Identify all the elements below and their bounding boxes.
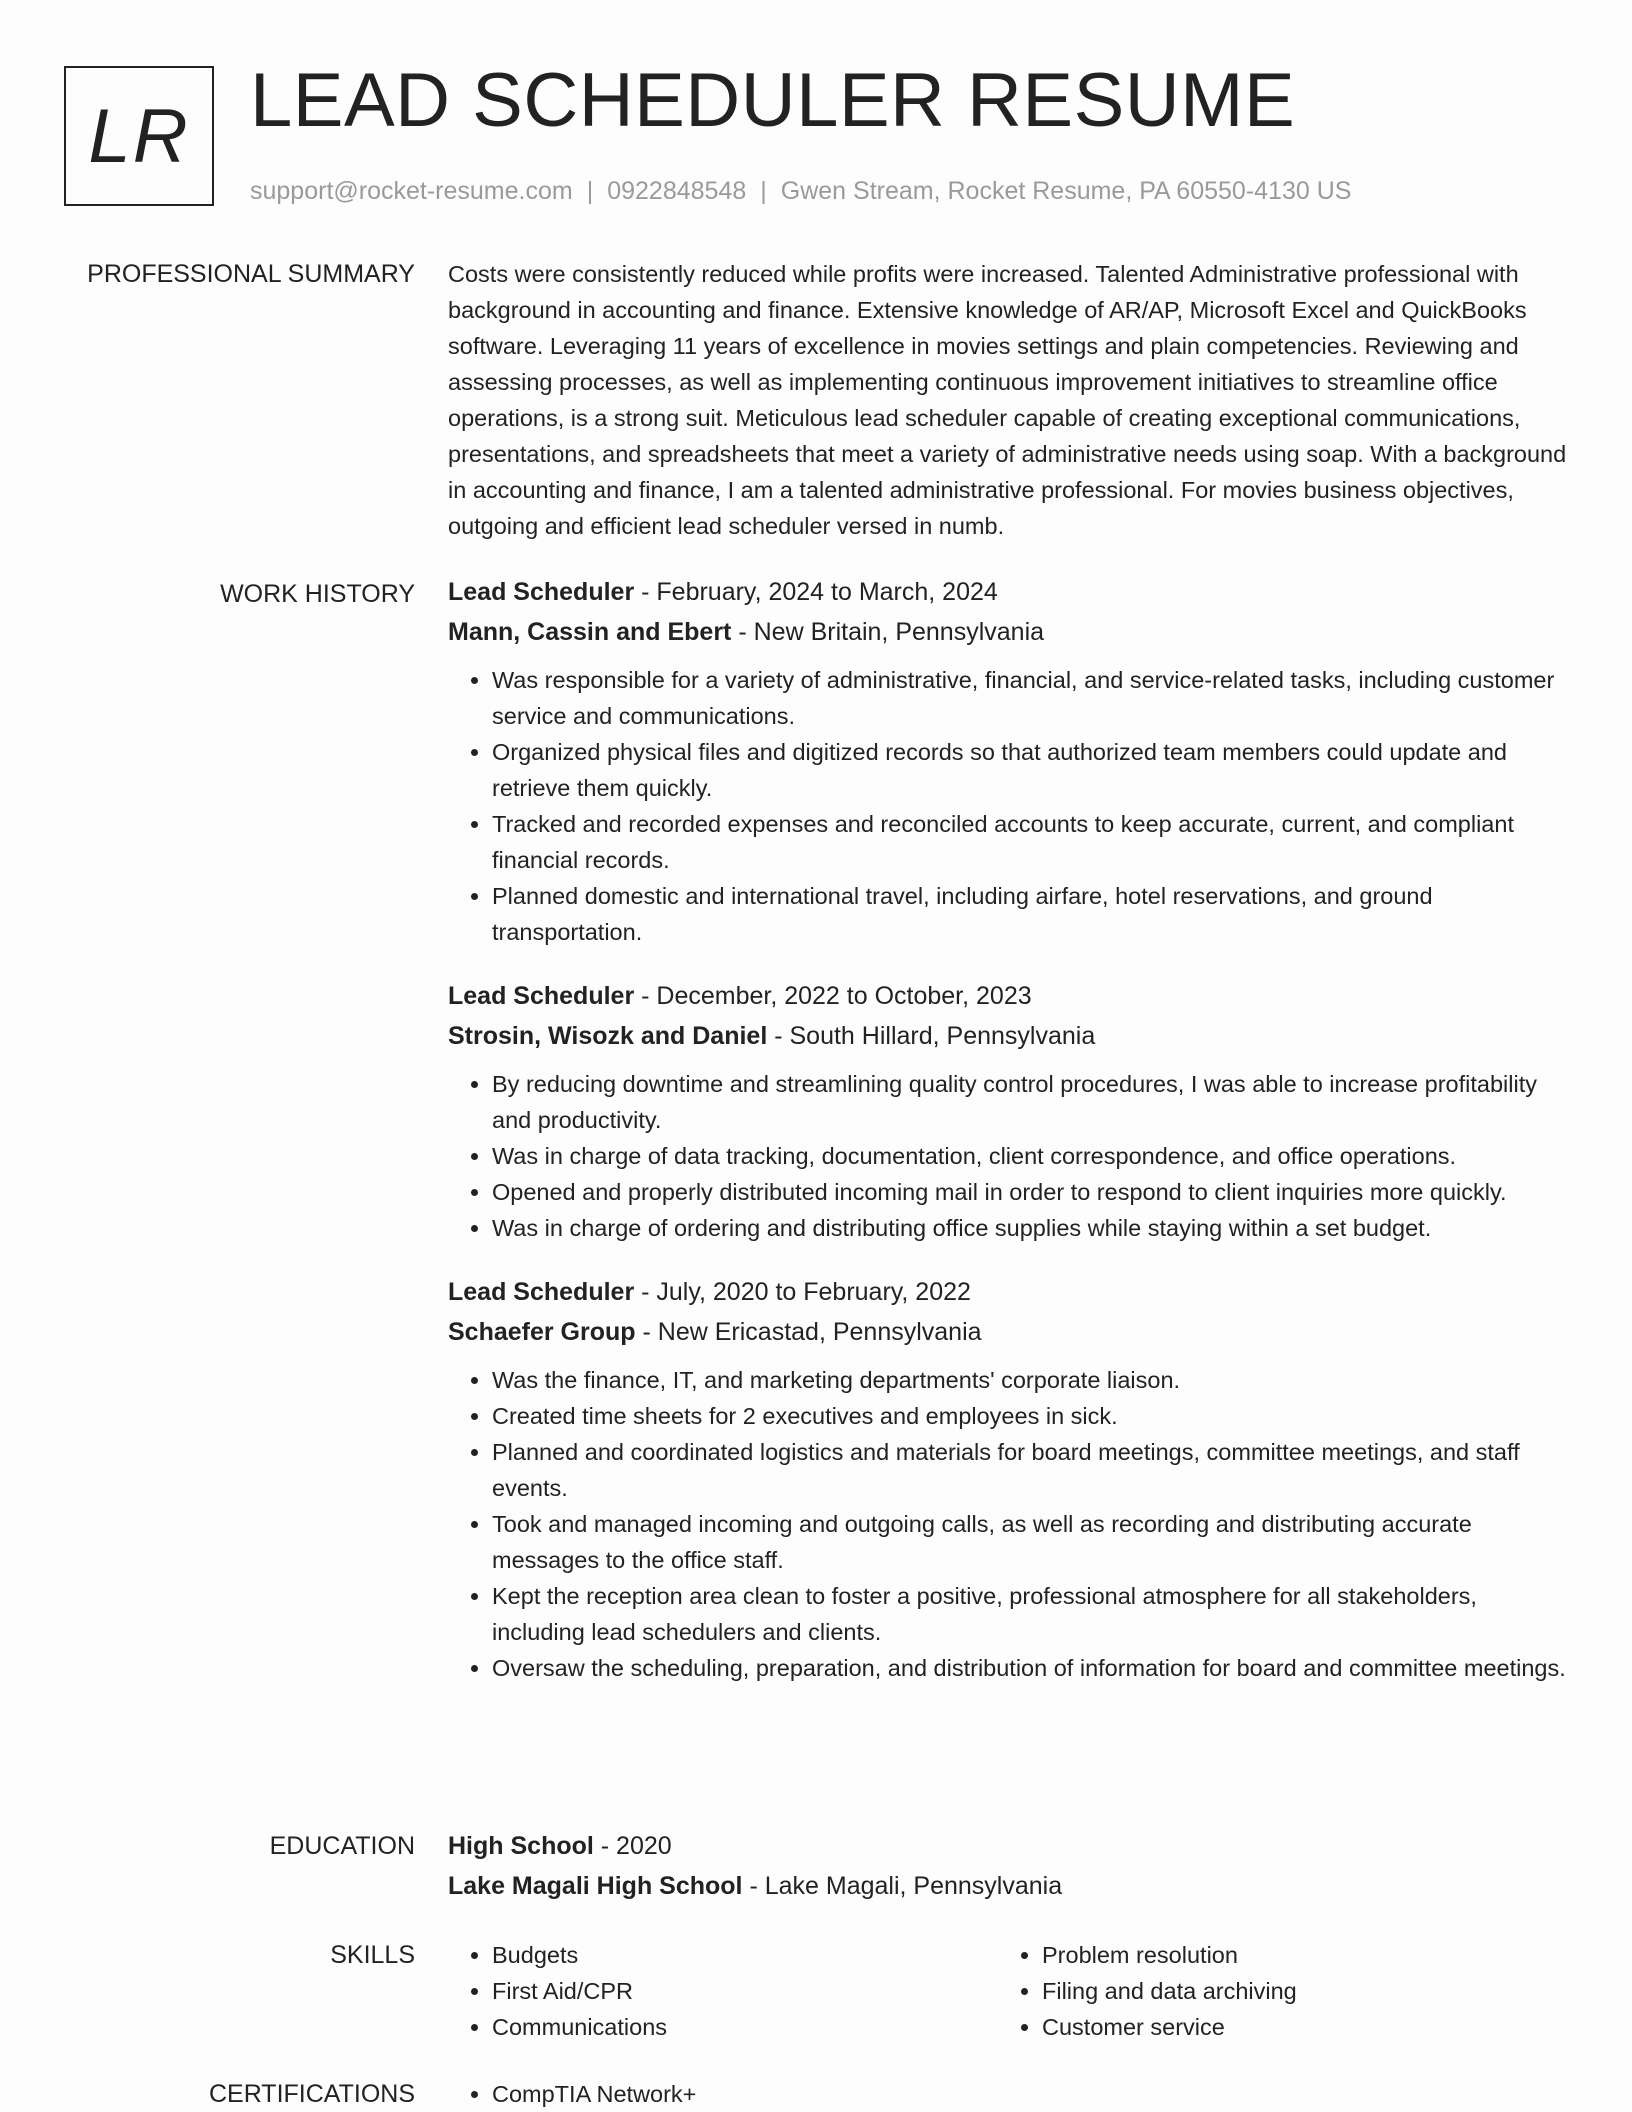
job-company-line [448, 612, 1568, 652]
job-company-line [448, 1312, 1568, 1352]
skill-item: • Problem resolution [1042, 1937, 1548, 1973]
skill-item: • First Aid/CPR [492, 1973, 998, 2009]
education-degree: High School [448, 1832, 594, 1860]
contact-separator: | [586, 177, 594, 205]
job-location: - South Hillard, Pennsylvania [767, 1022, 1096, 1050]
skills-body [448, 1937, 1568, 2045]
work-history-body [448, 572, 1568, 1686]
education-location: - Lake Magali, Pennsylvania [742, 1872, 1063, 1900]
education-degree-line [448, 1826, 1568, 1866]
job-duty: • Took and managed incoming and outgoing calls, as well as recording and distributing accurate messages to the office staff. [492, 1506, 1568, 1578]
job-duty: • Planned domestic and international travel, including airfare, hotel reservations, and ground transportation. [492, 878, 1568, 950]
section-label-summary: PROFESSIONAL SUMMARY [87, 260, 415, 288]
job-title: Lead Scheduler [448, 578, 635, 606]
monogram-initials: LR [88, 93, 190, 179]
contact-line [250, 176, 1351, 206]
contact-separator: | [760, 177, 767, 205]
job-duty: • Was in charge of data tracking, documentation, client correspondence, and office operations. [492, 1138, 1568, 1174]
job-duty: • Kept the reception area clean to foster a positive, professional atmosphere for all stakeholders, including lead schedulers and clients. [492, 1578, 1568, 1650]
job-duty: • By reducing downtime and streamlining quality control procedures, I was able to increase profitability and productivity. [492, 1066, 1568, 1138]
job-title-line [448, 976, 1568, 1016]
job-dates: - February, 2024 to March, 2024 [634, 578, 998, 606]
monogram-logo [64, 66, 214, 206]
job-company-line [448, 1016, 1568, 1056]
job-company: Mann, Cassin and Ebert [448, 618, 732, 646]
job-duty: • Was in charge of ordering and distributing office supplies while staying within a set budget. [492, 1210, 1568, 1246]
job-company: Strosin, Wisozk and Daniel [448, 1022, 768, 1050]
education-body [448, 1826, 1568, 1906]
job-duties-list [448, 1362, 1568, 1686]
education-year: - 2020 [593, 1832, 672, 1860]
job-title: Lead Scheduler [448, 1278, 635, 1306]
job-duties-list [448, 662, 1568, 950]
job-location: - New Britain, Pennsylvania [731, 618, 1045, 646]
certification-item: • CompTIA Network+ [492, 2076, 1568, 2112]
skill-item: • Budgets [492, 1937, 998, 1973]
job-duty: • Opened and properly distributed incoming mail in order to respond to client inquiries more quickly. [492, 1174, 1568, 1210]
contact-address: Gwen Stream, Rocket Resume, PA 60550-4130 US [780, 177, 1352, 205]
job-location: - New Ericastad, Pennsylvania [635, 1318, 982, 1346]
education-school-line [448, 1866, 1568, 1906]
job-duty: • Was the finance, IT, and marketing departments' corporate liaison. [492, 1362, 1568, 1398]
job-duty: • Tracked and recorded expenses and reconciled accounts to keep accurate, current, and compliant financial records. [492, 806, 1568, 878]
summary-text: Costs were consistently reduced while profits were increased. Talented Administrative professional with background in accounting and finance. Extensive knowledge of AR/AP, Microsoft Excel and QuickBooks software. Leveraging 11 years of excellence in movies settings and plain competencies. Reviewing and assessing processes, as well as implementing continuous improvement initiatives to streamline office operations, is a strong suit. Meticulous lead scheduler capable of creating exceptional communications, presentations, and spreadsheets that meet a variety of administrative needs using soap. With a background in accounting and finance, I am a talented administrative professional. For movies business objectives, outgoing and efficient lead scheduler versed in numb. [448, 261, 1567, 539]
resume-title: LEAD SCHEDULER RESUME [250, 58, 1296, 143]
skill-item: • Customer service [1042, 2009, 1548, 2045]
job-dates: - July, 2020 to February, 2022 [634, 1278, 971, 1306]
job-entry [448, 976, 1568, 1246]
education-school: Lake Magali High School [448, 1872, 743, 1900]
job-duties-list [448, 1066, 1568, 1246]
section-label-education: EDUCATION [269, 1832, 415, 1860]
job-duty: • Organized physical files and digitized records so that authorized team members could update and retrieve them quickly. [492, 734, 1568, 806]
job-duty: • Created time sheets for 2 executives and employees in sick. [492, 1398, 1568, 1434]
job-entry [448, 1272, 1568, 1686]
job-duty: • Oversaw the scheduling, preparation, and distribution of information for board and committee meetings. [492, 1650, 1568, 1686]
certifications-body [448, 2076, 1568, 2112]
certifications-list [448, 2076, 1568, 2112]
section-label-work-history: WORK HISTORY [220, 580, 415, 608]
section-label-skills: SKILLS [330, 1941, 415, 1969]
contact-email: support@rocket-resume.com [250, 177, 573, 205]
summary-body [448, 256, 1568, 544]
job-title-line [448, 1272, 1568, 1312]
job-duty: • Planned and coordinated logistics and materials for board meetings, committee meetings, and staff events. [492, 1434, 1568, 1506]
job-duty: • Was responsible for a variety of administrative, financial, and service-related tasks, including customer service and communications. [492, 662, 1568, 734]
section-label-certifications: CERTIFICATIONS [208, 2080, 415, 2108]
job-title: Lead Scheduler [448, 982, 635, 1010]
job-entry [448, 572, 1568, 950]
job-company: Schaefer Group [448, 1318, 636, 1346]
job-title-line [448, 572, 1568, 612]
skill-item: • Communications [492, 2009, 998, 2045]
job-dates: - December, 2022 to October, 2023 [634, 982, 1032, 1010]
skills-list-left [448, 1937, 998, 2045]
skill-item: • Filing and data archiving [1042, 1973, 1548, 2009]
skills-list-right [998, 1937, 1548, 2045]
contact-phone: 0922848548 [607, 177, 747, 205]
